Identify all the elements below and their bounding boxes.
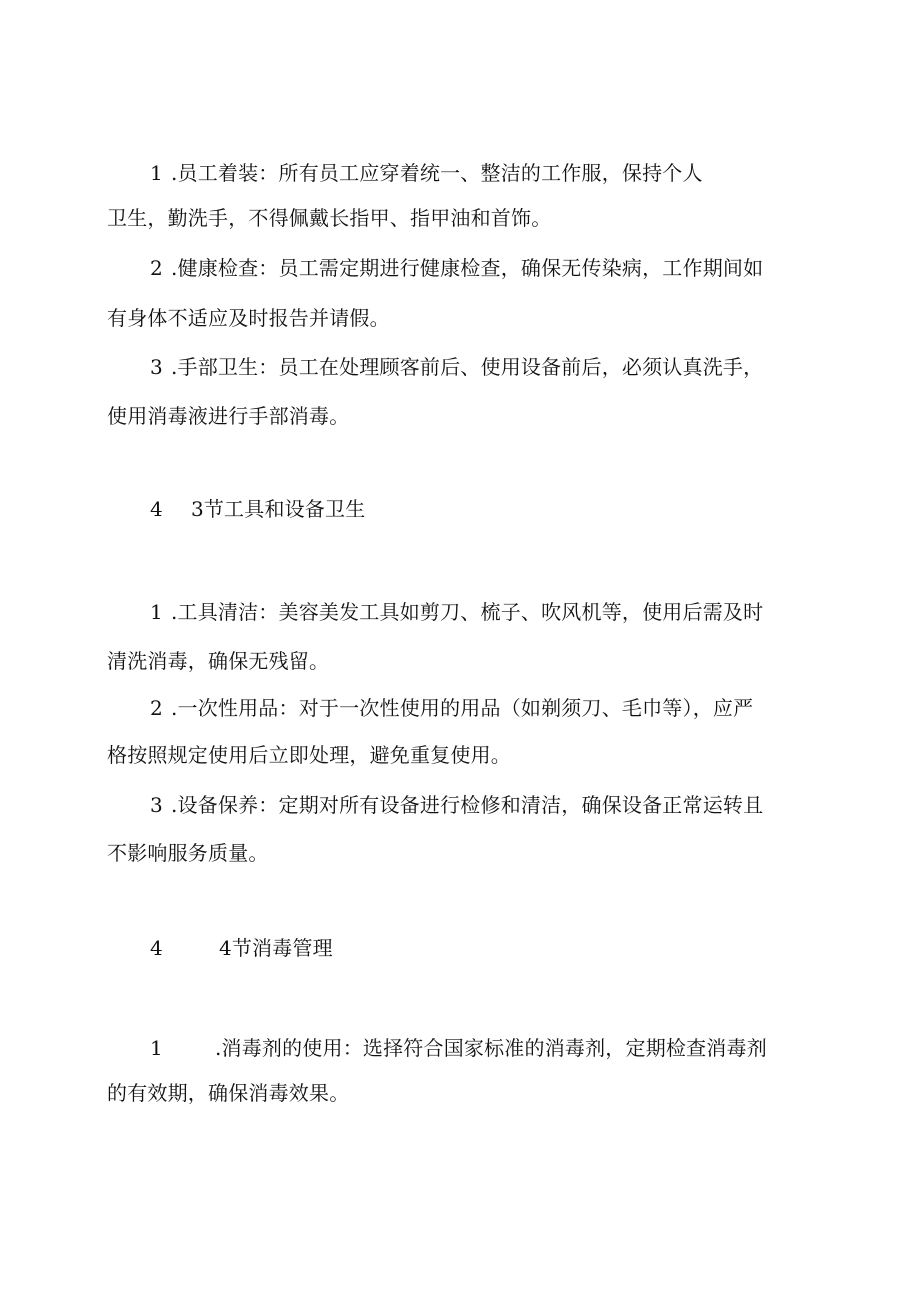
s2-item1-text1: .员工着装：所有员工应穿着统一、整洁的工作服，保持个人: [170, 161, 703, 185]
s3-item1-line1: [150, 599, 870, 625]
s2-item3-line2: 使用消毒液进行手部消毒。: [107, 404, 350, 428]
s4-item1-line2: 的有效期，确保消毒效果。: [107, 1081, 350, 1105]
section4-heading-text: 4节消毒管理: [218, 936, 333, 960]
s3-item3-line2: 不影响服务质量。: [107, 841, 269, 865]
s3-item1-line2: 清洗消毒，确保无残留。: [107, 649, 330, 673]
s3-item1-text1: .工具清洁：美容美发工具如剪刀、梳子、吹风机等，使用后需及时: [170, 600, 764, 624]
s4-item1-text1: .消毒剂的使用：选择符合国家标准的消毒剂，定期检查消毒剂: [214, 1036, 767, 1060]
s2-item1-line1: [150, 160, 870, 186]
s2-item2-line1: [150, 255, 870, 281]
section4-heading: [150, 935, 870, 961]
s3-item3-text1: .设备保养：定期对所有设备进行检修和清洁，确保设备正常运转且: [170, 793, 764, 817]
s3-item2-number: 2: [150, 696, 163, 720]
section3-heading-text: 3节工具和设备卫生: [190, 497, 366, 521]
s2-item2-text1: .健康检查：员工需定期进行健康检查，确保无传染病，工作期间如: [170, 256, 764, 280]
s4-item1-number: 1: [150, 1036, 163, 1060]
s3-item2-line2: 格按照规定使用后立即处理，避免重复使用。: [107, 743, 511, 767]
section3-heading-number: 4: [150, 497, 163, 521]
section4-heading-number: 4: [150, 936, 163, 960]
s2-item1-line2: 卫生，勤洗手，不得佩戴长指甲、指甲油和首饰。: [107, 206, 552, 230]
s3-item3-line1: [150, 792, 870, 818]
s2-item3-text1: .手部卫生：员工在处理顾客前后、使用设备前后，必须认真洗手，: [170, 355, 764, 379]
s4-item1-line1: [150, 1035, 870, 1061]
s3-item2-line1: [150, 695, 870, 721]
s3-item1-number: 1: [150, 600, 163, 624]
s2-item3-line1: [150, 354, 870, 380]
s3-item2-text1: .一次性用品：对于一次性使用的用品（如剃须刀、毛巾等），应严: [170, 696, 754, 720]
s3-item3-number: 3: [150, 793, 163, 817]
s2-item2-line2: 有身体不适应及时报告并请假。: [107, 306, 390, 330]
section3-heading: [150, 496, 870, 522]
s2-item2-number: 2: [150, 256, 163, 280]
s2-item1-number: 1: [150, 161, 163, 185]
s2-item3-number: 3: [150, 355, 163, 379]
